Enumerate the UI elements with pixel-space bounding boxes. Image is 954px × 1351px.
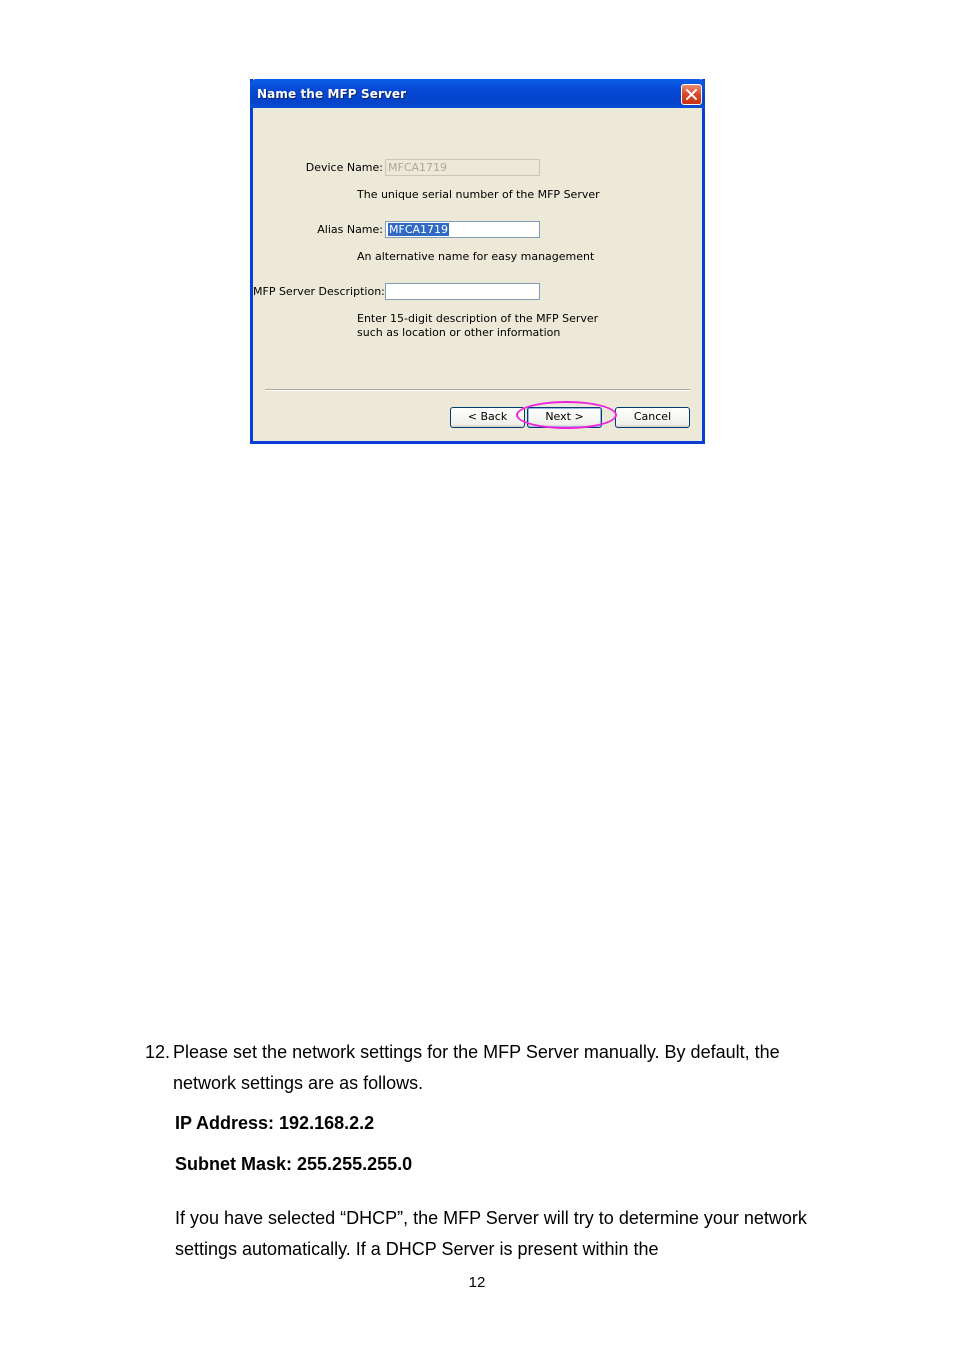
dialog-title: Name the MFP Server [257,87,407,101]
alias-name-selected-text: MFCA1719 [389,223,449,236]
description-hint-line1: Enter 15-digit description of the MFP Server [357,312,599,325]
device-name-field: MFCA1719 [385,159,540,176]
description-label: MFP Server Description: [253,285,385,298]
cancel-button[interactable]: Cancel [615,407,690,428]
page-number: 12 [468,1274,486,1291]
ip-address-line: IP Address: 192.168.2.2 [175,1113,375,1133]
step-text: Please set the network settings for the MFP Server manually. By default, the network settings are as follows. [173,1042,780,1093]
dialog-titlebar [250,79,705,108]
alias-name-field[interactable] [385,221,540,238]
description-hint-line2: such as location or other information [357,326,561,339]
device-name-label: Device Name: [305,161,383,174]
step-number: 12. [145,1042,171,1062]
description-field[interactable] [385,283,540,300]
dhcp-paragraph: If you have selected “DHCP”, the MFP Server will try to determine your network settings automatically. If a DHCP Server is present within the [175,1208,807,1259]
step-12-paragraph [145,1037,825,1099]
name-mfp-server-dialog [250,79,705,444]
close-button[interactable] [681,84,702,105]
close-icon [686,89,697,100]
dialog-separator [265,389,690,391]
alias-name-label: Alias Name: [317,223,383,236]
device-name-hint: The unique serial number of the MFP Server [357,188,600,201]
subnet-mask-line: Subnet Mask: 255.255.255.0 [175,1154,413,1174]
next-highlight-circle [516,401,617,429]
alias-name-hint: An alternative name for easy management [357,250,595,263]
back-button[interactable]: < Back [450,407,525,428]
next-button[interactable]: Next > [527,407,602,428]
